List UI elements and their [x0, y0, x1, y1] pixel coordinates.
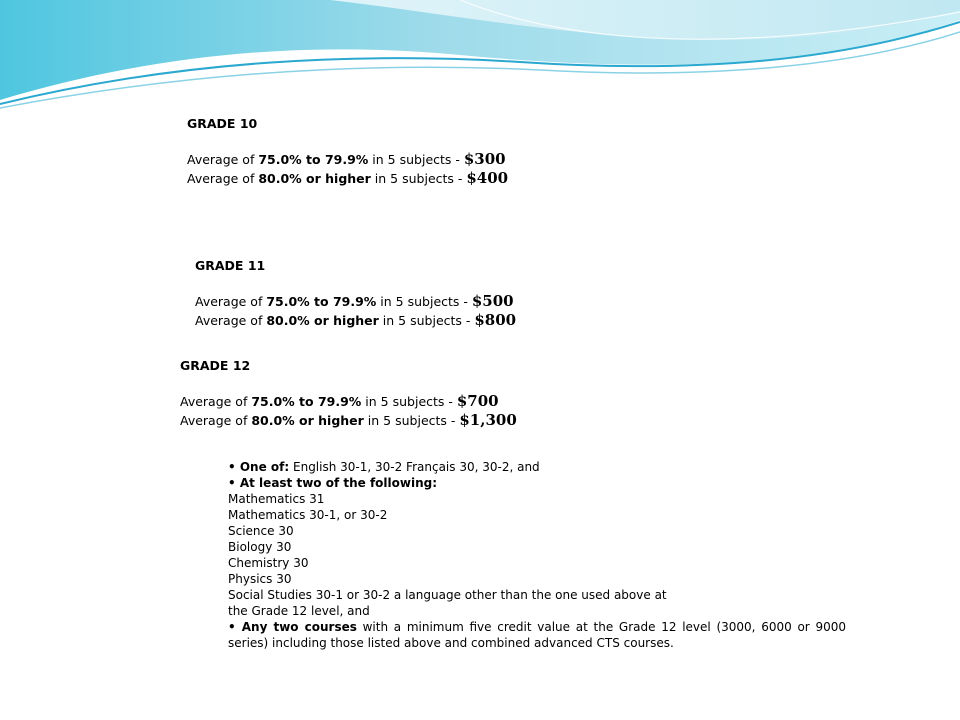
- requirement-text: English 30-1, 30-2 Français 30, 30-2, and: [289, 460, 540, 474]
- avg-range: 75.0% to 79.9%: [258, 152, 369, 167]
- bullet-icon: •: [228, 460, 240, 474]
- course-item: Chemistry 30: [228, 556, 309, 570]
- grade-12-line-2: [180, 411, 517, 430]
- course-item: Mathematics 30-1, or 30-2: [228, 508, 388, 522]
- avg-prefix: Average of: [187, 152, 259, 167]
- requirement-any-two: [228, 619, 846, 651]
- avg-middle: in 5 subjects -: [376, 294, 472, 309]
- bullet-icon: •: [228, 476, 240, 490]
- course-item: Social Studies 30-1 or 30-2 a language other than the one used above at: [228, 588, 667, 602]
- course-requirements: [228, 459, 846, 651]
- grade-11-section: [195, 256, 516, 330]
- award-amount: $700: [456, 392, 499, 410]
- requirement-two-of: [228, 475, 846, 491]
- avg-middle: in 5 subjects -: [370, 171, 467, 186]
- avg-middle: in 5 subjects -: [368, 152, 464, 167]
- award-amount: $500: [471, 292, 514, 310]
- grade-12-line-1: [180, 392, 517, 411]
- avg-middle: in 5 subjects -: [361, 394, 457, 409]
- avg-prefix: Average of: [187, 171, 259, 186]
- grade-11-title: GRADE 11: [195, 258, 266, 273]
- avg-range: 75.0% to 79.9%: [251, 394, 362, 409]
- grade-12-section: [180, 356, 517, 430]
- award-amount: $1,300: [459, 411, 517, 429]
- award-amount: $800: [474, 311, 517, 329]
- course-item: Physics 30: [228, 572, 292, 586]
- header-wave-decoration: [0, 0, 960, 115]
- avg-prefix: Average of: [180, 413, 252, 428]
- avg-prefix: Average of: [195, 294, 267, 309]
- grade-11-line-1: [195, 292, 516, 311]
- grade-10-line-1: [187, 150, 508, 169]
- course-item: Science 30: [228, 524, 294, 538]
- avg-range: 75.0% to 79.9%: [266, 294, 377, 309]
- grade-12-title: GRADE 12: [180, 358, 251, 373]
- avg-middle: in 5 subjects -: [378, 313, 475, 328]
- grade-10-line-2: [187, 169, 508, 188]
- requirement-text: with a minimum five credit value at the Grade 12 level (3000, 6000 or 9000 series) including those listed above and combined advanced CTS courses.: [228, 620, 846, 650]
- requirement-label: One of:: [239, 460, 290, 474]
- avg-range: 80.0% or higher: [266, 313, 379, 328]
- avg-prefix: Average of: [195, 313, 267, 328]
- grade-10-title: GRADE 10: [187, 116, 258, 131]
- award-amount: $400: [466, 169, 509, 187]
- course-item: Mathematics 31: [228, 492, 325, 506]
- bullet-icon: •: [228, 620, 242, 634]
- avg-range: 80.0% or higher: [251, 413, 364, 428]
- course-item: Biology 30: [228, 540, 292, 554]
- grade-10-section: [187, 114, 508, 188]
- award-amount: $300: [463, 150, 506, 168]
- requirement-one-of: [228, 459, 846, 475]
- requirement-label: Any two courses: [241, 620, 357, 634]
- avg-middle: in 5 subjects -: [363, 413, 460, 428]
- avg-range: 80.0% or higher: [258, 171, 371, 186]
- requirement-label: At least two of the following:: [239, 476, 438, 490]
- avg-prefix: Average of: [180, 394, 252, 409]
- course-item: the Grade 12 level, and: [228, 604, 370, 618]
- grade-11-line-2: [195, 311, 516, 330]
